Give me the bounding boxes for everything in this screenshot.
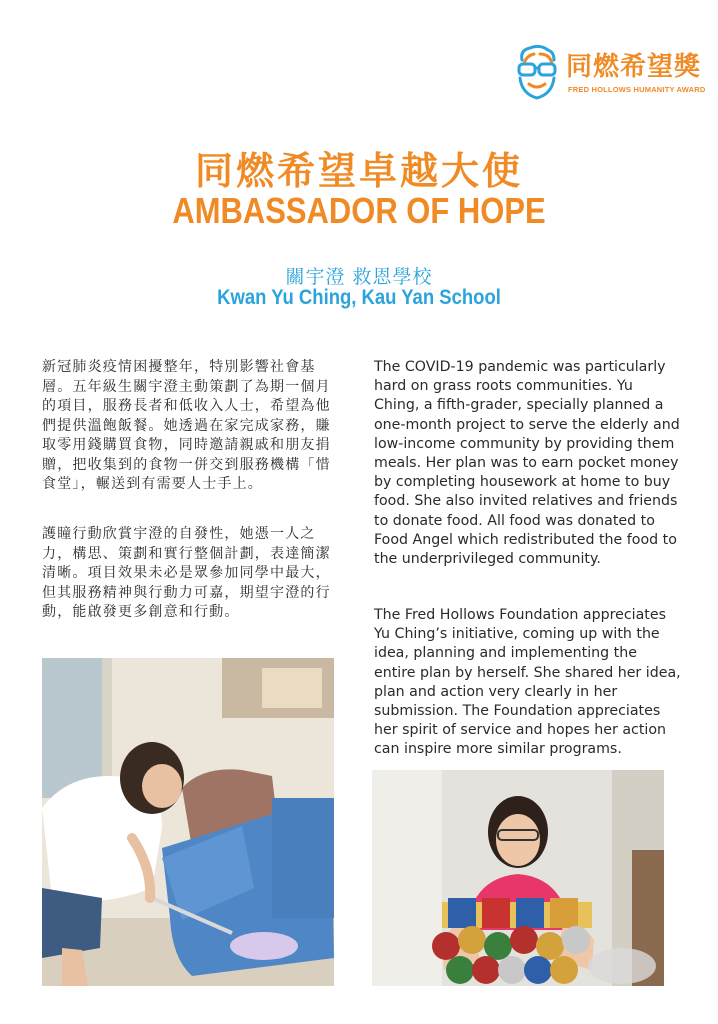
recipient-chinese: 關宇澄 救恩學校: [285, 266, 433, 288]
photo-girl-dusting-sofa: [42, 658, 334, 986]
title-english: AMBASSADOR OF HOPE: [172, 190, 546, 231]
chinese-paragraph-1: 新冠肺炎疫情困擾整年，特別影響社會基層。五年級生關宇澄主動策劃了為期一個月的項目，服務長者和低收入人士，希望為他們提供溫飽飯餐。她透過在家完成家務，賺取零用錢購買食物，同時邀請親戚和朋友捐贈，把收集到的食物一併交到服務機構「惜食堂」，輾送到有需要人士手上。: [42, 359, 331, 492]
fred-hollows-logo: [512, 40, 706, 104]
english-paragraph-1: The COVID-19 pandemic was particularly hard on grass roots communities. Yu Ching, a fifth-grader, specially planned a one-month project to serve the elderly and low-income community by providing them meals. Her plan was to earn pocket money by completing housework at home to buy food. She also invited relatives and friends to donate food. All food was donated to Food Angel which redistributed the food to the underprivileged community.: [374, 359, 680, 568]
chinese-paragraph-2: 護瞳行動欣賞宇澄的自發性，她憑一人之力，構思、策劃和實行整個計劃，表達簡潔清晰。項目效果未必是眾參加同學中最大，但其服務精神與行動力可嘉，期望宇澄的行動，能啟發更多創意和行動。: [42, 526, 331, 620]
logo-english-text: FRED HOLLOWS HUMANITY AWARD: [568, 85, 706, 94]
logo-chinese-text: 同燃希望獎: [566, 52, 702, 82]
photo-girl-with-donated-food: [372, 770, 664, 986]
recipient-english: Kwan Yu Ching, Kau Yan School: [217, 286, 501, 309]
english-paragraph-2: The Fred Hollows Foundation appreciates Yu Ching’s initiative, coming up with the idea, planning and implementing the entire plan by herself. She shared her idea, plan and action very clearly in her submission. The Foundation appreciates her spirit of service and hopes her action can inspire more similar programs.: [374, 607, 681, 758]
title-chinese: 同燃希望卓越大使: [194, 149, 523, 193]
face-glasses-icon: [512, 42, 562, 102]
